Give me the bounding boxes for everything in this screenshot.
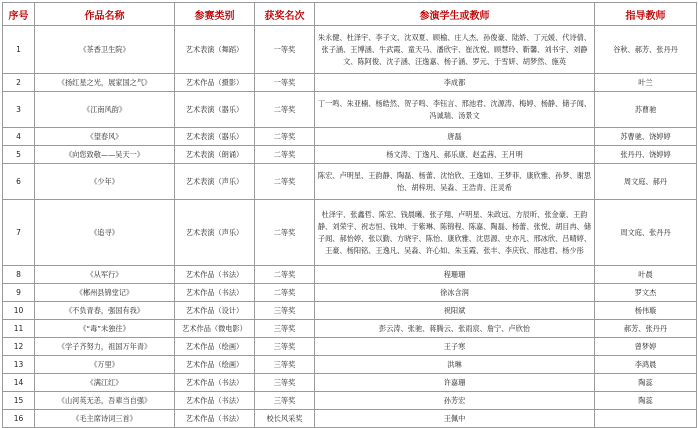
- cell-award: 二等奖: [255, 284, 315, 302]
- cell-participants: 李成都: [315, 74, 595, 92]
- cell-title: 《万里》: [35, 356, 175, 374]
- cell-title: 《少年》: [35, 164, 175, 200]
- cell-participants: 许嘉珊: [315, 374, 595, 392]
- cell-no: 15: [3, 392, 35, 410]
- cell-category: 艺术作品（书法）: [175, 374, 255, 392]
- cell-teacher: 叶兰: [595, 74, 697, 92]
- cell-category: 艺术作品（绘画）: [175, 356, 255, 374]
- cell-title: 《毛主席诗词三首》: [35, 410, 175, 428]
- cell-teacher: 曾梦婷: [595, 338, 697, 356]
- cell-no: 14: [3, 374, 35, 392]
- cell-teacher: 陶蕊: [595, 392, 697, 410]
- cell-category: 艺术表演（器乐）: [175, 128, 255, 146]
- cell-category: 艺术表演（舞蹈）: [175, 26, 255, 74]
- cell-teacher: 郝芳、张丹丹: [595, 320, 697, 338]
- cell-award: 二等奖: [255, 146, 315, 164]
- cell-award: 校长风采奖: [255, 410, 315, 428]
- table-row: [3, 338, 697, 356]
- cell-award: 二等奖: [255, 200, 315, 266]
- header-no: 序号: [3, 3, 35, 26]
- cell-no: 6: [3, 164, 35, 200]
- cell-teacher: 陶蕊: [595, 374, 697, 392]
- cell-no: 7: [3, 200, 35, 266]
- header-title: 作品名称: [35, 3, 175, 26]
- table-body: [3, 26, 697, 428]
- table-row: [3, 374, 697, 392]
- cell-participants: 丁一鸣、朱亚楠、杨皓然、贺子鸣、李钰言、邢池君、沈源涛、梅婷、杨静、储子闻、冯诚瑞、汤景文: [315, 92, 595, 128]
- cell-participants: 彭云涛、张驰、蒋腾云、张雨宸、詹宁、卢欣怡: [315, 320, 595, 338]
- cell-award: 三等奖: [255, 374, 315, 392]
- cell-category: 艺术作品（微电影）: [175, 320, 255, 338]
- cell-teacher: 苏曹驰、饶婷婷: [595, 128, 697, 146]
- table-row: [3, 266, 697, 284]
- awards-table: [2, 2, 697, 428]
- cell-teacher: 谷秋、郝芳、张丹丹: [595, 26, 697, 74]
- table-row: [3, 146, 697, 164]
- cell-category: 艺术作品（绘画）: [175, 338, 255, 356]
- cell-title: 《不负青春，强国有我》: [35, 302, 175, 320]
- cell-category: 艺术表演（声乐）: [175, 164, 255, 200]
- cell-category: 艺术作品（摄影）: [175, 74, 255, 92]
- cell-participants: 朱永健、杜泽宇、李子文、沈双夏、顾榆、庄人杰、孙俊豪、陆娇、丁元媛、代诗倩、张子涵、王博涵、牛武霞、童天马、潘欣宇、崔沈悦、顾慧玲、靳馨、刘书宇、刘静文、陈阿俊、沈子涵、汪逸嘉、杨子涵、罗元、于雪妍、胡梦然、施英: [315, 26, 595, 74]
- table-row: [3, 200, 697, 266]
- cell-no: 4: [3, 128, 35, 146]
- cell-category: 艺术作品（书法）: [175, 284, 255, 302]
- cell-teacher: 苏曹驰: [595, 92, 697, 128]
- cell-teacher: 叶晨: [595, 266, 697, 284]
- cell-no: 9: [3, 284, 35, 302]
- table-row: [3, 410, 697, 428]
- cell-title: 《郴州县锦堂记》: [35, 284, 175, 302]
- cell-participants: 徐冰含润: [315, 284, 595, 302]
- cell-teacher: [595, 410, 697, 428]
- cell-no: 2: [3, 74, 35, 92]
- cell-no: 5: [3, 146, 35, 164]
- header-category: 参赛类别: [175, 3, 255, 26]
- cell-participants: 程珊珊: [315, 266, 595, 284]
- cell-teacher: 周文庭、张丹丹: [595, 200, 697, 266]
- cell-award: 二等奖: [255, 164, 315, 200]
- cell-title: 《江南风韵》: [35, 92, 175, 128]
- cell-category: 艺术作品（书法）: [175, 392, 255, 410]
- cell-teacher: 杨伟璇: [595, 302, 697, 320]
- cell-category: 艺术表演（朗诵）: [175, 146, 255, 164]
- cell-title: 《向您致敬——吴天一》: [35, 146, 175, 164]
- cell-no: 8: [3, 266, 35, 284]
- cell-participants: 唐磊: [315, 128, 595, 146]
- cell-title: 《扬红星之光，展家国之气》: [35, 74, 175, 92]
- cell-participants: 王佩中: [315, 410, 595, 428]
- cell-award: 二等奖: [255, 128, 315, 146]
- table-row: [3, 74, 697, 92]
- cell-award: 一等奖: [255, 74, 315, 92]
- cell-participants: 洪琳: [315, 356, 595, 374]
- cell-no: 11: [3, 320, 35, 338]
- cell-award: 三等奖: [255, 356, 315, 374]
- cell-title: 《“毒”未独往》: [35, 320, 175, 338]
- cell-category: 艺术作品（设计）: [175, 302, 255, 320]
- cell-teacher: 张丹丹、饶婷婷: [595, 146, 697, 164]
- cell-teacher: 罗文杰: [595, 284, 697, 302]
- cell-participants: 王子寒: [315, 338, 595, 356]
- cell-title: 《从军行》: [35, 266, 175, 284]
- cell-award: 三等奖: [255, 338, 315, 356]
- cell-no: 1: [3, 26, 35, 74]
- table-row: [3, 320, 697, 338]
- cell-no: 12: [3, 338, 35, 356]
- cell-participants: 孙芳宏: [315, 392, 595, 410]
- table-row: [3, 128, 697, 146]
- cell-no: 16: [3, 410, 35, 428]
- table-row: [3, 302, 697, 320]
- cell-award: 三等奖: [255, 302, 315, 320]
- cell-participants: 杨文涛、丁逸凡、郝乐康、赵孟茜、王月明: [315, 146, 595, 164]
- cell-category: 艺术作品（书法）: [175, 266, 255, 284]
- cell-teacher: 周文庭、郝丹: [595, 164, 697, 200]
- cell-participants: 祝阳斌: [315, 302, 595, 320]
- cell-title: 《追寻》: [35, 200, 175, 266]
- cell-no: 3: [3, 92, 35, 128]
- cell-title: 《山河英无恙，吾辈当自强》: [35, 392, 175, 410]
- header-row: [3, 3, 697, 26]
- cell-no: 10: [3, 302, 35, 320]
- table-row: [3, 284, 697, 302]
- cell-title: 《满江红》: [35, 374, 175, 392]
- cell-no: 13: [3, 356, 35, 374]
- cell-category: 艺术表演（声乐）: [175, 200, 255, 266]
- header-award: 获奖名次: [255, 3, 315, 26]
- header-teacher: 指导教师: [595, 3, 697, 26]
- cell-title: 《茶香卫生院》: [35, 26, 175, 74]
- cell-participants: 杜泽宇、张鑫哲、陈宏、钱晨曦、张子翔、卢明星、朱政远、方辰昕、张金豪、王韵静、刘荣宇、祝志恒、钱坤、于紫琳、陈锦程、陈嘉、陶磊、杨蕾、张悦、胡目冉、储子闻、郝怡婷、张以勤、方晓宇、陈怡、康欣雅、沈思源、史亦凡、邢冰欣、吕晴婷、王豪、杨阳铭、王逸凡、吴淼、许心如、朱玉霞、张丰、李庆钦、邢池君、杨少彤: [315, 200, 595, 266]
- table-row: [3, 92, 697, 128]
- table-row: [3, 164, 697, 200]
- cell-title: 《学子齐努力，祖国万年青》: [35, 338, 175, 356]
- cell-award: 三等奖: [255, 392, 315, 410]
- cell-award: 二等奖: [255, 266, 315, 284]
- table-row: [3, 26, 697, 74]
- cell-title: 《望春风》: [35, 128, 175, 146]
- cell-award: 三等奖: [255, 320, 315, 338]
- table-row: [3, 356, 697, 374]
- cell-award: 一等奖: [255, 26, 315, 74]
- cell-category: 艺术表演（器乐）: [175, 92, 255, 128]
- header-participants: 参演学生或教师: [315, 3, 595, 26]
- cell-category: 艺术作品（书法）: [175, 410, 255, 428]
- table-row: [3, 392, 697, 410]
- cell-award: 二等奖: [255, 92, 315, 128]
- cell-teacher: 李鸿晨: [595, 356, 697, 374]
- cell-participants: 陈宏、卢明星、王韵静、陶磊、杨蕾、沈怡欣、王逸如、王梦菲、康欣雅、孙梦、谢思怡、胡梓玥、吴淼、王浩青、汪灵希: [315, 164, 595, 200]
